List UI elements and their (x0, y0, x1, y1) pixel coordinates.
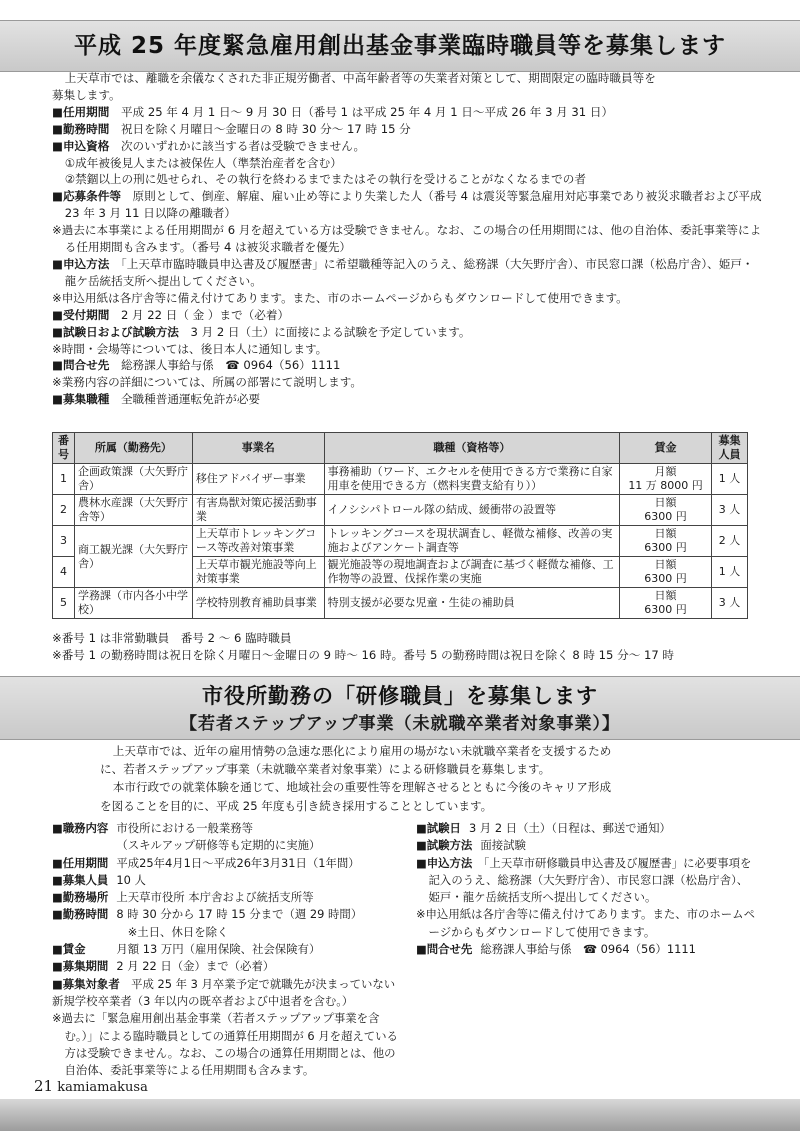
cell-wage (620, 495, 712, 526)
exam-date-item (416, 820, 756, 837)
exam-method-item (416, 837, 756, 854)
intro-line: 本市行政での就業体験を通じて、地域社会の重要性等を理解させるとともに今後のキャリア形成 (112, 780, 612, 795)
eligibility-sub: ①成年被後見人または被保佐人（準禁治産者を含む） (64, 155, 342, 170)
contact-item (52, 357, 762, 374)
cell-wage (620, 557, 712, 588)
contact-item (416, 941, 756, 958)
cell-no: 4 (53, 557, 75, 588)
section1-title: 平成 25 年度緊急雇用創出基金事業臨時職員等を募集します (73, 33, 727, 59)
section2-banner (0, 676, 800, 740)
location-item (52, 889, 402, 906)
note: ※時間・会場等については、後日本人に通知します。 (52, 341, 328, 356)
cell-dept: 商工観光課（大矢野庁舎） (74, 526, 192, 588)
section1-body (52, 70, 762, 408)
period-label: ■募集期間 (52, 959, 109, 974)
section2-intro (100, 742, 720, 815)
target-item (52, 976, 402, 1011)
hours-label: ■勤務時間 (52, 121, 110, 136)
term-value: 平成25年4月1日～平成26年3月31日（1年間） (116, 855, 360, 870)
table-row (53, 588, 748, 619)
apply-value: 「上天草市臨時職員申込書及び履歴書」に希望職種等記入のうえ、総務課（大矢野庁舎）、市民窓口課（松島庁舎）、姫戸・龍ケ岳統括支所へ提出してください。 (64, 256, 754, 288)
reception-value: 2 月 22 日（ 金 ）まで（必着） (120, 307, 290, 322)
wage-label: ■賃金 (52, 942, 86, 957)
cell-job: 特別支援が必要な児童・生徒の補助員 (324, 588, 620, 619)
table-row (53, 526, 748, 557)
period-value: 2 月 22 日（金）まで（必着） (116, 959, 275, 974)
conditions-item (52, 188, 762, 222)
header-no: 番号 (53, 433, 75, 464)
cell-count: 1 人 (712, 464, 748, 495)
wage-type: 日額 (654, 558, 677, 571)
note: ※過去に「緊急雇用創出基金事業（若者ステップアップ事業を含む。）」による臨時職員としての通算任用期間が 6 月を超えている方は受験できません。なお、この場合の通算任用期間とは、他の自治体、委託事業等による任用期間も含みます。 (52, 1011, 398, 1078)
intro-line: 上天草市では、離職を余儀なくされた非正規労働者、中高年齢者等の失業者対策として、期間限定の臨時職員等を (64, 71, 656, 85)
contact-value: 総務課人事給与係 ☎ 0964（56）1111 (120, 358, 341, 373)
header-project: 事業名 (192, 433, 324, 464)
cell-project: 上天草市観光施設等向上対策事業 (192, 557, 324, 588)
wage-amount: 6300 円 (644, 541, 687, 554)
hours-value: 祝日を除く月曜日～金曜日の 8 時 30 分～ 17 時 15 分 (120, 121, 411, 136)
page-footer (34, 1077, 148, 1095)
note: ※業務内容の詳細については、所属の部署にて説明します。 (52, 375, 362, 390)
page-number: 21 (34, 1077, 54, 1095)
note: ※番号 1 の勤務時間は祝日を除く月曜日～金曜日の 9 時～ 16 時。番号 5 の勤務時間は祝日を除く 8 時 15 分～ 17 時 (52, 648, 675, 662)
cell-no: 1 (53, 464, 75, 495)
note: ※申込用紙は各庁舎等に備え付けてあります。また、市のホームページからもダウンロードして使用できます。 (52, 290, 628, 305)
header-dept: 所属（勤務先） (74, 433, 192, 464)
hours-label: ■勤務時間 (52, 907, 109, 922)
term-item (52, 855, 402, 872)
wage-amount: 6300 円 (644, 572, 687, 585)
positions-item (52, 391, 762, 408)
wage-type: 日額 (654, 589, 677, 602)
positions-label: ■募集職種 (52, 392, 110, 407)
note: ※過去に本事業による任用期間が 6 月を超えている方は受験できません。なお、この場合の任用期間には、他の自治体、委託事業等による任用期間も含みます。（番号 4 は被災求職者を優先） (52, 223, 762, 255)
cell-wage (620, 588, 712, 619)
cell-project: 有害鳥獣対策応援活動事業 (192, 495, 324, 526)
cell-wage (620, 464, 712, 495)
section2-title: 市役所勤務の「研修職員」を募集します (202, 684, 598, 708)
period-item (52, 958, 402, 975)
wage-amount: 6300 円 (644, 510, 687, 523)
term-value: 平成 25 年 4 月 1 日～ 9 月 30 日（番号 1 は平成 25 年 4 月 1 日～平成 26 年 3 月 31 日） (120, 104, 614, 119)
header-job: 職種（資格等） (324, 433, 620, 464)
wage-type: 日額 (654, 496, 677, 509)
location-value: 上天草市役所 本庁舎および統括支所等 (116, 890, 314, 905)
term-label: ■任用期間 (52, 855, 109, 870)
exam-label: ■試験日および試験方法 (52, 324, 179, 339)
cell-job: 事務補助（ワード、エクセルを使用できる方で業務に自家用車を使用できる方（燃料実費支給有り）） (324, 464, 620, 495)
cell-project: 移住アドバイザー事業 (192, 464, 324, 495)
section1-banner (0, 20, 800, 72)
wage-amount: 11 万 8000 円 (628, 479, 703, 492)
cell-dept: 企画政策課（大矢野庁舎） (74, 464, 192, 495)
duties-value: 市役所における一般業務等 (116, 821, 254, 835)
hours-note: ※土日、休日を除く (127, 924, 229, 939)
cell-dept: 学務課（市内各小中学校） (74, 588, 192, 619)
cell-no: 3 (53, 526, 75, 557)
duties-item (52, 820, 402, 855)
apply-value: 「上天草市研修職員申込書及び履歴書」に必要事項を記入のうえ、総務課（大矢野庁舎）、市民窓口課（松島庁舎）、姫戸・龍ケ岳統括支所へ提出してください。 (428, 855, 752, 905)
apply-label: ■申込方法 (416, 855, 473, 870)
exam-date-label: ■試験日 (416, 821, 461, 835)
header-count: 募集人員 (712, 433, 748, 464)
publication-name: kamiamakusa (57, 1080, 148, 1095)
cell-job: トレッキングコースを現状調査し、軽微な補修、改善の実施およびアンケート調査等 (324, 526, 620, 557)
cell-no: 5 (53, 588, 75, 619)
intro-line: に、若者ステップアップ事業（未就職卒業者対象事業）による研修職員を募集します。 (100, 762, 551, 777)
wage-amount: 6300 円 (644, 603, 687, 616)
exam-value: 3 月 2 日（土）に面接による試験を予定しています。 (190, 324, 471, 339)
cell-job: イノシシパトロール隊の結成、緩衝帯の設置等 (324, 495, 620, 526)
intro-line: 募集します。 (52, 87, 121, 102)
conditions-value: 原則として、倒産、解雇、雇い止め等により失業した人（番号 4 は震災等緊急雇用対応事業であり被災求職者および平成 23 年 3 月 11 日以降の離職者） (64, 189, 762, 221)
section2-right-column (416, 820, 756, 958)
wage-value: 月額 13 万円（雇用保険、社会保険有） (116, 942, 321, 957)
intro-line: を図ることを目的に、平成 25 年度も引き続き採用することとしています。 (100, 798, 493, 813)
duties-label: ■職務内容 (52, 821, 109, 835)
wage-item (52, 941, 402, 958)
cell-dept: 農林水産課（大矢野庁舎等） (74, 495, 192, 526)
hours-item (52, 121, 762, 138)
section2-left-column (52, 820, 402, 1079)
term-item (52, 104, 762, 121)
duties-value-2: （スキルアップ研修等も定期的に実施） (116, 838, 321, 853)
exam-date-value: 3 月 2 日（土）（日程は、郵送で通知） (468, 821, 671, 835)
note: ※申込用紙は各庁舎等に備え付けてあります。また、市のホームページからもダウンロードして使用できます。 (416, 907, 755, 939)
bottom-band (0, 1099, 800, 1131)
contact-value: 総務課人事給与係 ☎ 0964（56）1111 (480, 942, 696, 957)
hours-item (52, 906, 402, 941)
target-label: ■募集対象者 (52, 976, 120, 991)
table-row (53, 495, 748, 526)
exam-method-label: ■試験方法 (416, 838, 473, 853)
jobs-table (52, 432, 748, 619)
intro-line: 上天草市では、近年の雇用情勢の急速な悪化により雇用の場がない未就職卒業者を支援するため (112, 744, 612, 758)
positions-value: 全職種普通運転免許が必要 (120, 392, 261, 407)
reception-label: ■受付期間 (52, 307, 110, 322)
eligibility-value: 次のいずれかに該当する者は受験できません。 (120, 138, 366, 153)
reception-item (52, 307, 762, 324)
term-label: ■任用期間 (52, 104, 110, 119)
cell-count: 3 人 (712, 495, 748, 526)
eligibility-item (52, 138, 762, 155)
cell-job: 観光施設等の現地調査および調査に基づく軽微な補修、工作物等の設置、伐採作業の実施 (324, 557, 620, 588)
eligibility-label: ■申込資格 (52, 138, 110, 153)
headcount-label: ■募集人員 (52, 872, 109, 887)
target-value: 平成 25 年 3 月卒業予定で就職先が決まっていない新規学校卒業者（3 年以内の既卒者および中退者を含む。） (52, 976, 396, 1008)
headcount-item (52, 872, 402, 889)
table-header-row (53, 433, 748, 464)
wage-type: 日額 (654, 527, 677, 540)
eligibility-sub: ②禁錮以上の刑に処せられ、その執行を終わるまでまたはその執行を受けることがなくなるまでの者 (64, 172, 586, 187)
cell-no: 2 (53, 495, 75, 526)
table-notes (52, 630, 772, 664)
apply-label: ■申込方法 (52, 256, 110, 271)
hours-value: 8 時 30 分から 17 時 15 分まで（週 29 時間） (116, 907, 363, 922)
cell-count: 1 人 (712, 557, 748, 588)
header-wage: 賃金 (620, 433, 712, 464)
section2-subtitle: 【若者ステップアップ事業（未就職卒業者対象事業）】 (180, 714, 620, 734)
headcount-value: 10 人 (116, 872, 146, 887)
table-row (53, 464, 748, 495)
contact-label: ■問合せ先 (52, 358, 110, 373)
cell-project: 学校特別教育補助員事業 (192, 588, 324, 619)
wage-type: 月額 (654, 465, 677, 478)
apply-item (416, 855, 756, 907)
note: ※番号 1 は非常勤職員 番号 2 ～ 6 臨時職員 (52, 631, 292, 645)
exam-method-value: 面接試験 (480, 838, 526, 853)
apply-item (52, 256, 762, 290)
location-label: ■勤務場所 (52, 890, 109, 905)
cell-count: 2 人 (712, 526, 748, 557)
exam-item (52, 324, 762, 341)
cell-count: 3 人 (712, 588, 748, 619)
cell-wage (620, 526, 712, 557)
contact-label: ■問合せ先 (416, 942, 473, 957)
conditions-label: ■応募条件等 (52, 189, 121, 204)
cell-project: 上天草市トレッキングコース等改善対策事業 (192, 526, 324, 557)
